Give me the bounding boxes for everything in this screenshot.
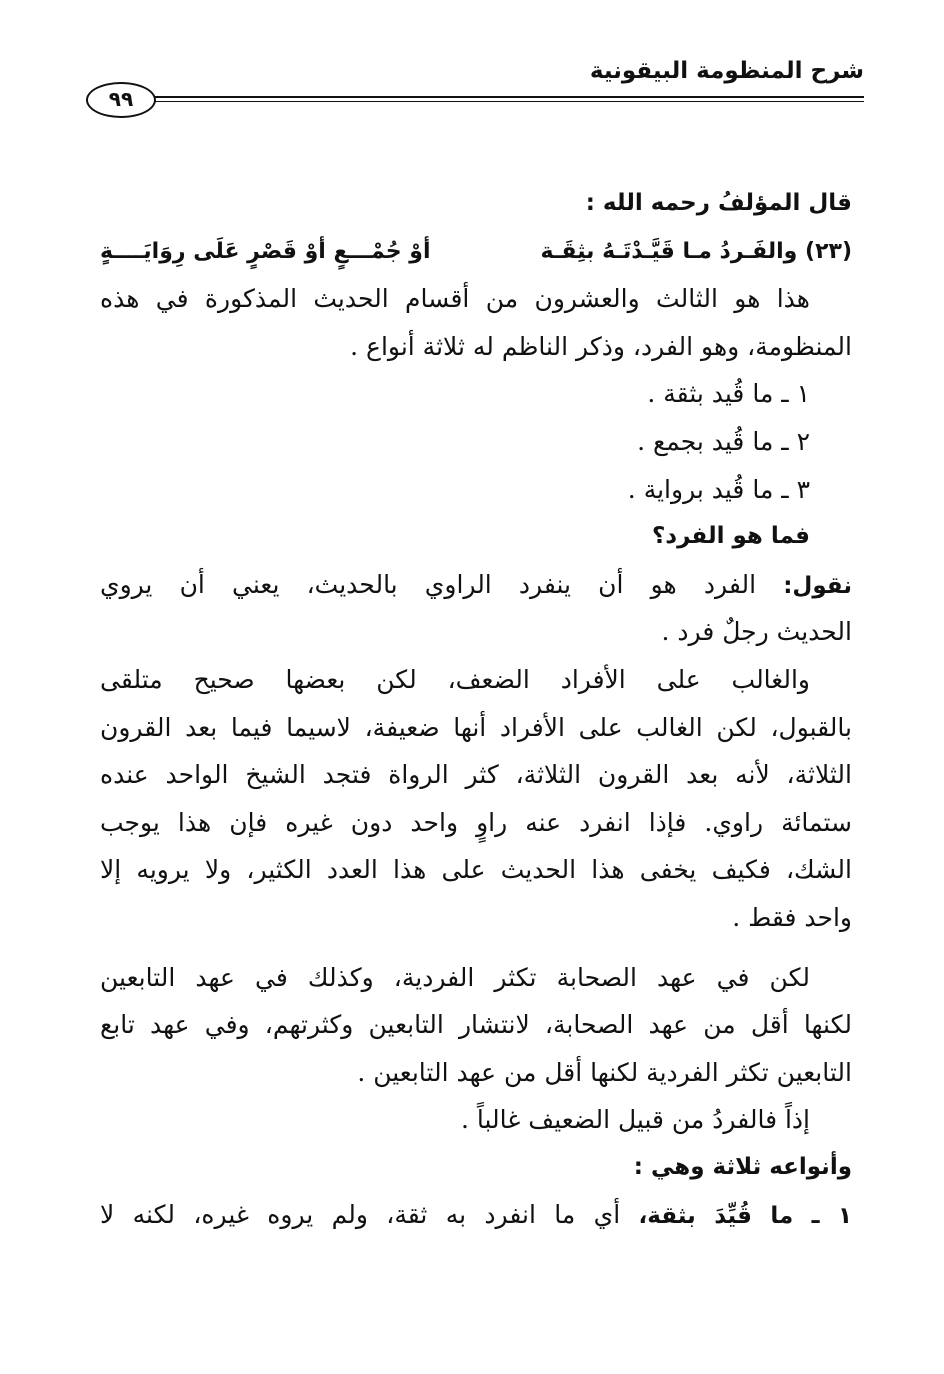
verse-first-hemistich: (٢٣) والفَـردُ مـا قَيَّـدْتَـهُ بثِقَـة [540, 238, 852, 264]
running-title: شرح المنظومة البيقونية [589, 58, 864, 84]
types-heading: وأنواعه ثلاثة وهي : [633, 1153, 852, 1180]
answer-line-2: الحديث رجلٌ فرد . [661, 617, 852, 647]
para1-line-4: ستمائة راوي. فإذا انفرد عنه راوٍ واحد دون غيره فإن هذا يوجب [100, 807, 852, 837]
paragraph-gap [100, 942, 852, 954]
question-heading: فما هو الفرد؟ [651, 523, 810, 550]
page-body [100, 180, 852, 1239]
header-rule-thin [150, 101, 864, 102]
conclusion-line: إذاً فالفردُ من قبيل الضعيف غالباً . [461, 1105, 810, 1135]
verse-line [100, 228, 852, 276]
answer-line-1 [100, 561, 852, 609]
list-item-2: ٢ ـ ما قُيد بجمع . [637, 426, 810, 456]
para2-line-2: لكنها أقل من عهد الصحابة، لانتشار التابعين وكثرتهم، وفي عهد تابع [100, 1010, 852, 1040]
header-rule [150, 96, 864, 98]
intro-line-2: المنظومة، وهو الفرد، وذكر الناظم له ثلاثة أنواع . [350, 331, 852, 361]
answer-text: الفرد هو أن ينفرد الراوي بالحديث، يعني أن يروي [100, 569, 757, 599]
type1-text: أي ما انفرد به ثقة، ولم يروه غيره، لكنه لا [100, 1200, 621, 1230]
author-said-line: قال المؤلفُ رحمه الله : [585, 190, 852, 216]
answer-label: نقول: [783, 572, 852, 599]
para2-line-3: التابعين تكثر الفردية لكنها أقل من عهد التابعين . [357, 1057, 852, 1087]
page-number-badge: ٩٩ [86, 82, 156, 118]
para1-line-3: الثلاثة، لأنه بعد القرون الثلاثة، كثر الرواة فتجد الشيخ الواحد عنده [100, 760, 852, 790]
para1-line-2: بالقبول، لكن الغالب على الأفراد أنها ضعيفة، لاسيما فيما بعد القرون [100, 712, 852, 742]
list-item-3: ٣ ـ ما قُيد برواية . [627, 474, 810, 504]
type1-label: ١ ـ ما قُيِّدَ بثقة، [638, 1203, 853, 1230]
type1-line [100, 1191, 852, 1239]
verse-second-hemistich: أوْ جُمْـــعٍ أوْ قَصْرٍ عَلَى رِوَايَــــةٍ [100, 238, 431, 264]
para1-line-1: والغالب على الأفراد الضعف، لكن بعضها صحيح متلقى [100, 664, 810, 694]
intro-line-1: هذا هو الثالث والعشرون من أقسام الحديث المذكورة في هذه [100, 284, 810, 314]
para1-line-6: واحد فقط . [732, 902, 852, 932]
para1-line-5: الشك، فكيف يخفى هذا الحديث على هذا العدد الكثير، ولا يرويه إلا [100, 855, 852, 885]
list-item-1: ١ ـ ما قُيد بثقة . [647, 379, 810, 409]
para2-line-1: لكن في عهد الصحابة تكثر الفردية، وكذلك في عهد التابعين [100, 962, 810, 992]
